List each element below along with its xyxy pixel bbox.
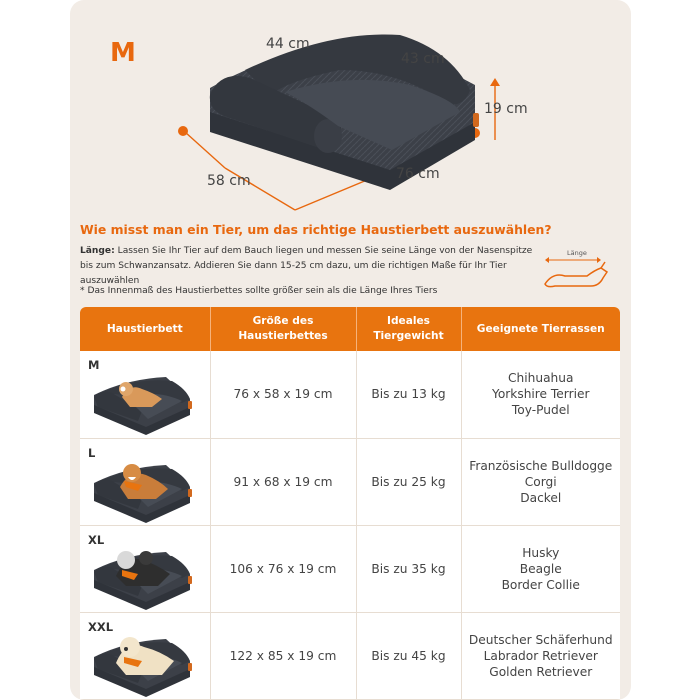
header-breeds: Geeignete Tierrassen xyxy=(461,307,620,351)
ideal-weight: Bis zu 35 kg xyxy=(356,525,461,612)
breed-item: Chihuahua xyxy=(508,371,574,386)
table-row xyxy=(80,525,620,612)
breed-item: Deutscher Schäferhund xyxy=(468,632,613,647)
info-text: Lassen Sie Ihr Tier auf dem Bauch liegen und messen Sie seine Länge von der Nasenspitze bis zum Schwanzansatz. Addieren Sie dann 15-25 cm dazu, um die richtigen Maße für Ihr Tier auszuwählen xyxy=(80,246,533,286)
measure-question: Wie misst man ein Tier, um das richtige Haustierbett auszuwählen? xyxy=(80,222,552,237)
bed-thumbnail xyxy=(86,451,204,526)
breed-item: Yorkshire Terrier xyxy=(492,387,590,402)
table-row xyxy=(80,612,620,699)
bed-thumbnail xyxy=(86,363,204,438)
suitable-breeds xyxy=(461,612,620,699)
bed-size-cell xyxy=(80,438,210,525)
measure-instructions xyxy=(80,244,542,289)
table-row xyxy=(80,351,620,438)
inner-size-note: * Das Innenmaß des Haustierbettes sollte größer sein als die Länge Ihres Tiers xyxy=(80,286,438,296)
info-label: Länge: xyxy=(80,246,115,256)
size-title: M xyxy=(110,38,136,68)
breed-item: Labrador Retriever xyxy=(483,648,598,663)
bed-dimensions: 122 x 85 x 19 cm xyxy=(210,612,356,699)
breed-item: Golden Retriever xyxy=(489,664,593,679)
breed-item: Beagle xyxy=(519,561,562,576)
dim-inner-length: 44 cm xyxy=(266,36,310,52)
bed-size-cell xyxy=(80,525,210,612)
size-label: M xyxy=(88,358,100,372)
bed-thumbnail xyxy=(86,538,204,613)
breed-item: Border Collie xyxy=(501,577,580,592)
size-label: L xyxy=(88,445,96,460)
table-row xyxy=(80,438,620,525)
bed-size-cell xyxy=(80,351,210,438)
bed-thumbnail xyxy=(86,625,204,700)
suitable-breeds xyxy=(461,525,620,612)
size-table xyxy=(80,307,620,700)
breed-item: Husky xyxy=(522,545,560,560)
dim-outer-width: 58 cm xyxy=(207,173,251,189)
product-card xyxy=(70,0,631,700)
size-label: XL xyxy=(88,532,105,547)
breed-item: Corgi xyxy=(524,474,557,489)
breed-item: Toy-Pudel xyxy=(511,403,570,418)
size-label: XXL xyxy=(88,619,114,634)
bed-size-cell xyxy=(80,612,210,699)
table-header-row xyxy=(80,307,620,351)
breed-item: Französische Bulldogge xyxy=(469,458,613,473)
bed-dimensions: 91 x 68 x 19 cm xyxy=(210,438,356,525)
ideal-weight: Bis zu 45 kg xyxy=(356,612,461,699)
ideal-weight: Bis zu 13 kg xyxy=(356,351,461,438)
dim-outer-length: 76 cm xyxy=(396,166,440,182)
header-weight: Ideales Tiergewicht xyxy=(356,307,461,351)
breed-item: Dackel xyxy=(520,490,562,505)
bed-illustration xyxy=(70,0,631,222)
header-bed: Haustierbett xyxy=(80,307,210,351)
dim-inner-width: 43 cm xyxy=(401,51,445,67)
arrow-icon xyxy=(490,78,500,86)
suitable-breeds xyxy=(461,438,620,525)
bed-dimensions: 106 x 76 x 19 cm xyxy=(210,525,356,612)
header-bed-size: Größe des Haustierbettes xyxy=(210,307,356,351)
suitable-breeds xyxy=(461,351,620,438)
bed-dimensions: 76 x 58 x 19 cm xyxy=(210,351,356,438)
dog-length-label: Länge xyxy=(567,249,587,257)
dim-height: 19 cm xyxy=(484,101,528,117)
ideal-weight: Bis zu 25 kg xyxy=(356,438,461,525)
